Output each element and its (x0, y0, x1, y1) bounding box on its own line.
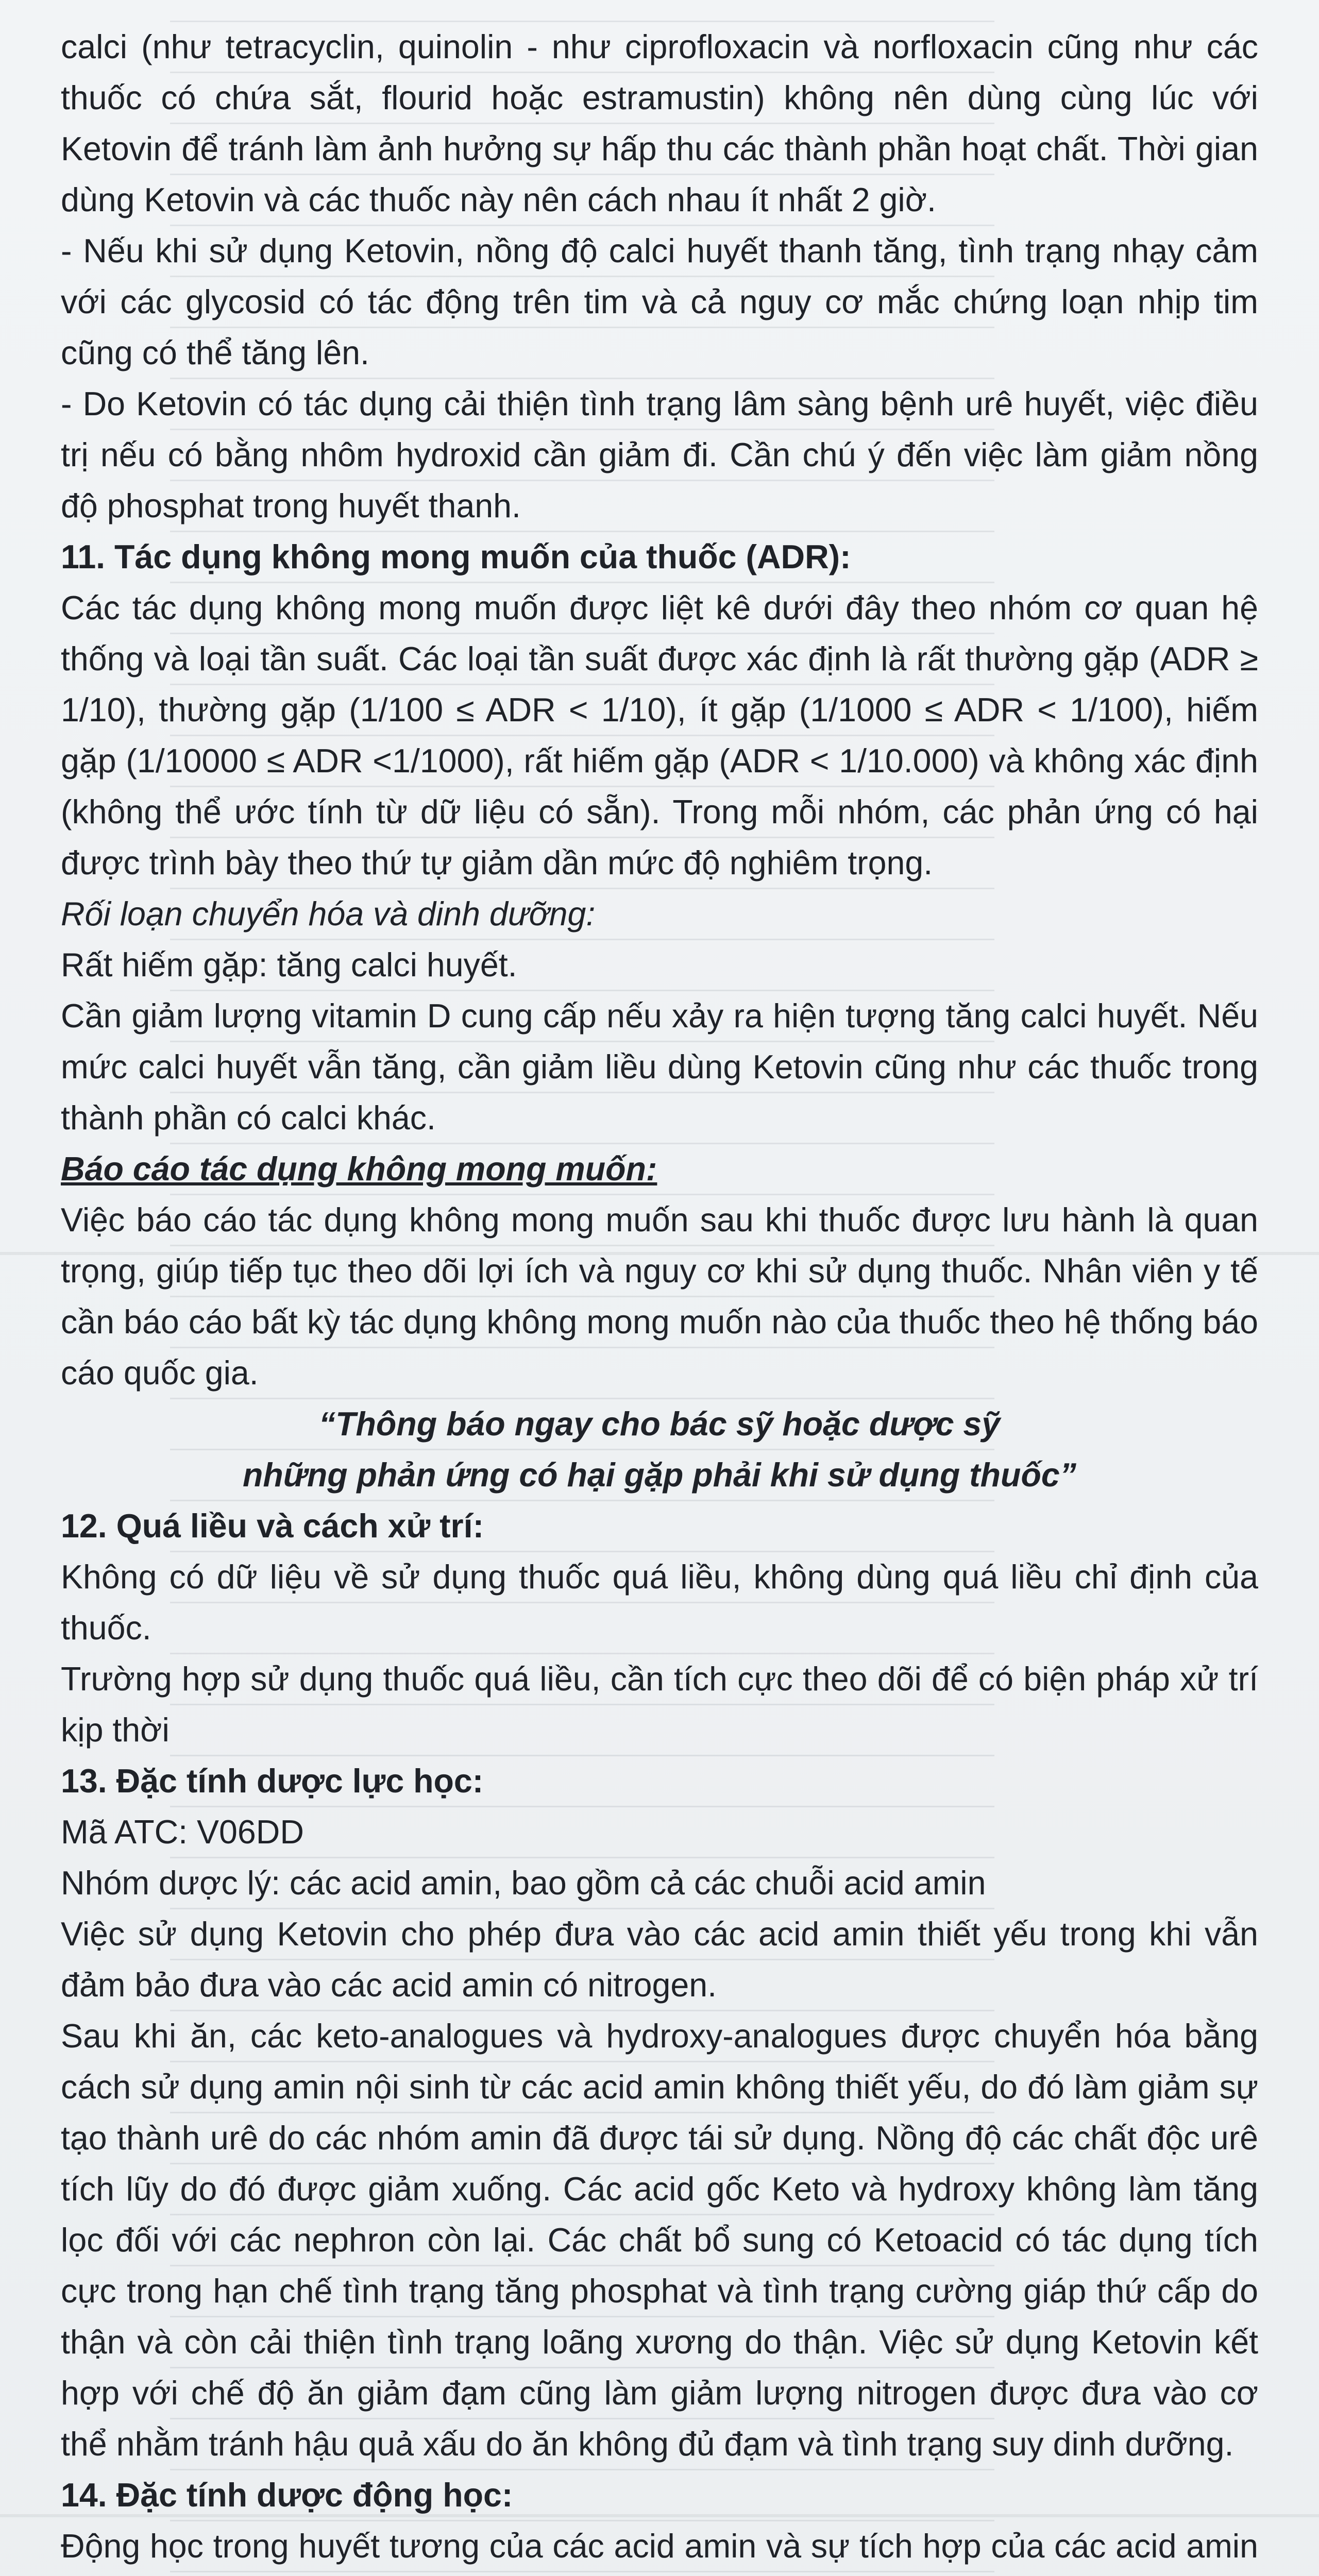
pharmacodynamics-paragraph: Sau khi ăn, các keto-analogues và hydroxy-analogues được chuyển hóa bằng cách sử dụng amin nội sinh từ các acid amin không thiết yếu, do đó làm giảm sự tạo thành urê do các nhóm amin đã được tái sử dụng. Nồng độ các chất độc urê tích lũy do đó được giảm xuống. Các acid gốc Keto và hydroxy không làm tăng lọc đối với các nephron còn lại. Các chất bổ sung có Ketoacid có tác dụng tích cực trong hạn chế tình trạng tăng phosphat và tình trạng cường giáp thứ cấp do thận và còn cải thiện tình trạng loãng xương do thận. Việc sử dụng Ketovin kết hợp với chế độ ăn giảm đạm cũng làm giảm lượng nitrogen được đưa vào cơ thể nhằm tránh hậu quả xấu do ăn không đủ đạm và tình trạng suy dinh dưỡng. (61, 2018, 1258, 2463)
pharmacologic-group: Nhóm dược lý: các acid amin, bao gồm cả các chuỗi acid amin (61, 1865, 986, 1902)
notice-quote-line-2: những phản ứng có hại gặp phải khi sử dụng thuốc” (243, 1456, 1076, 1494)
pharmacokinetics-paragraph: Động học trong huyết tương của các acid amin và sự tích hợp của các acid amin (61, 2528, 1258, 2565)
adr-reporting-heading: Báo cáo tác dụng không mong muốn: (61, 1150, 657, 1188)
section-13-heading: 13. Đặc tính dược lực học: (61, 1762, 484, 1800)
overdose-line: Không có dữ liệu về sử dụng thuốc quá liều, không dùng quá liều chỉ định của thuốc. (61, 1558, 1258, 1647)
notice-quote-line-1: “Thông báo ngay cho bác sỹ hoặc dược sỹ (318, 1405, 1001, 1443)
adr-reporting-text: Việc báo cáo tác dụng không mong muốn sau khi thuốc được lưu hành là quan trọng, giúp tiếp tục theo dõi lợi ích và nguy cơ khi sử dụng thuốc. Nhân viên y tế cần báo cáo bất kỳ tác dụng không mong muốn nào của thuốc theo hệ thống báo cáo quốc gia. (61, 1201, 1258, 1392)
atc-code: Mã ATC: V06DD (61, 1814, 304, 1851)
interaction-paragraph: - Do Ketovin có tác dụng cải thiện tình trạng lâm sàng bệnh urê huyết, việc điều trị nếu có bằng nhôm hydroxid cần giảm đi. Cần chú ý đến việc làm giảm nồng độ phosphat trong huyết thanh. (61, 385, 1258, 524)
adr-vitamin-d-note: Cần giảm lượng vitamin D cung cấp nếu xảy ra hiện tượng tăng calci huyết. Nếu mức calci huyết vẫn tăng, cần giảm liều dùng Ketovin cũng như các thuốc trong thành phần có calci khác. (61, 997, 1258, 1137)
adr-subheading-metabolism: Rối loạn chuyển hóa và dinh dưỡng: (61, 895, 596, 933)
overdose-line: Trường hợp sử dụng thuốc quá liều, cần tích cực theo dõi để có biện pháp xử trí kịp thời (61, 1660, 1258, 1749)
adr-intro: Các tác dụng không mong muốn được liệt kê dưới đây theo nhóm cơ quan hệ thống và loại tần suất. Các loại tần suất được xác định là rất thường gặp (ADR ≥ 1/10), thường gặp (1/100 ≤ ADR < 1/10), ít gặp (1/1000 ≤ ADR < 1/100), hiếm gặp (1/10000 ≤ ADR <1/1000), rất hiếm gặp (ADR < 1/10.000) và không xác định (không thể ước tính từ dữ liệu có sẵn). Trong mỗi nhóm, các phản ứng có hại được trình bày theo thứ tự giảm dần mức độ nghiêm trọng. (61, 589, 1258, 882)
section-14-heading: 14. Đặc tính dược động học: (61, 2477, 513, 2514)
section-12-heading: 12. Quá liều và cách xử trí: (61, 1507, 484, 1545)
interaction-paragraph: calci (như tetracyclin, quinolin - như ciprofloxacin và norfloxacin cũng như các thuốc có chứa sắt, flourid hoặc estramustin) không nên dùng cùng lúc với Ketovin để tránh làm ảnh hưởng sự hấp thu các thành phần hoạt chất. Thời gian dùng Ketovin và các thuốc này nên cách nhau ít nhất 2 giờ. (61, 28, 1258, 218)
pharmacodynamics-paragraph: Việc sử dụng Ketovin cho phép đưa vào các acid amin thiết yếu trong khi vẫn đảm bảo đưa vào các acid amin có nitrogen. (61, 1916, 1258, 2004)
section-11-heading: 11. Tác dụng không mong muốn của thuốc (ADR): (61, 538, 851, 575)
interaction-paragraph: - Nếu khi sử dụng Ketovin, nồng độ calci huyết thanh tăng, tình trạng nhạy cảm với các glycosid có tác động trên tim và cả nguy cơ mắc chứng loạn nhịp tim cũng có thể tăng lên. (61, 232, 1258, 371)
adr-very-rare: Rất hiếm gặp: tăng calci huyết. (61, 946, 517, 984)
